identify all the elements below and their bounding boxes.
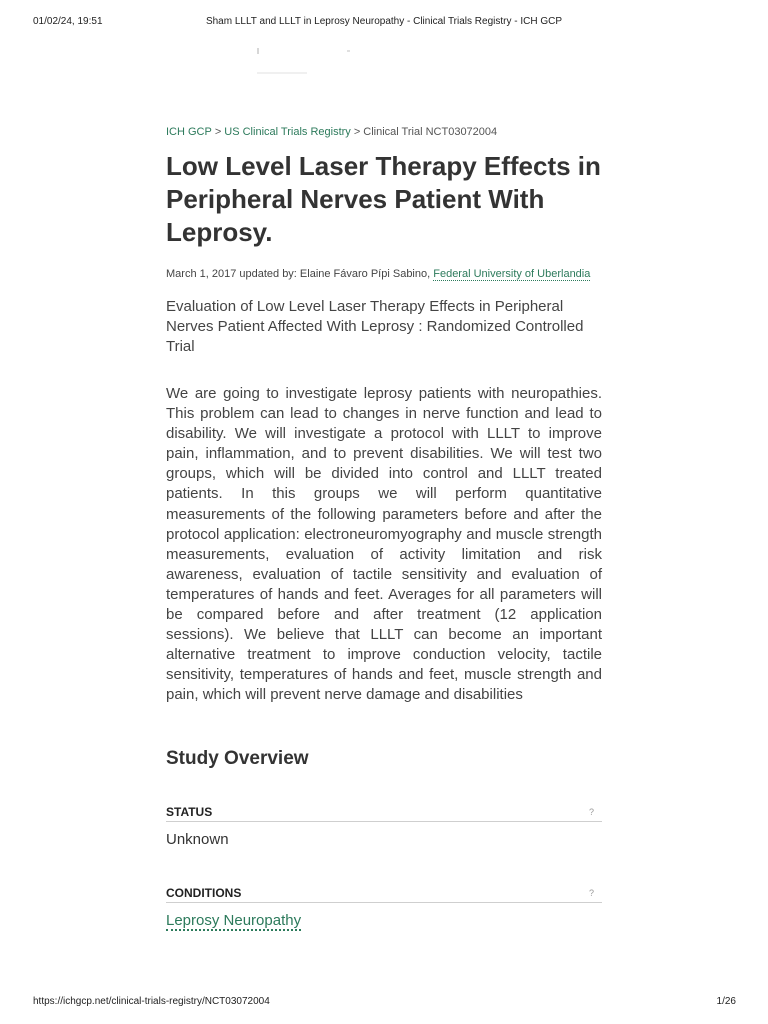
print-datetime: 01/02/24, 19:51 [33,16,103,27]
print-footer [0,996,768,1010]
breadcrumb-link-ich-gcp[interactable]: ICH GCP [166,126,212,138]
breadcrumb-link-registry[interactable]: US Clinical Trials Registry [224,126,351,138]
trial-meta [166,267,602,281]
status-value: Unknown [166,830,229,848]
conditions-value [166,912,602,930]
breadcrumb-separator: > [353,126,361,138]
print-header [0,16,768,30]
sponsor-link[interactable]: Federal University of Uberlandia [433,268,591,280]
conditions-field [166,886,602,930]
trial-summary: We are going to investigate leprosy patients with neuropathies. This problem can lead to changes in nerve function and lead to disability. We will investigate a protocol with LLLT to improve pain, inflammation, and to prevent disabilities. We will test two groups, which will be divided into control and LLLT treated patients. In this groups we will perform quantitative measurements of the following parameters before and after the protocol application: electroneuromyography and muscle strength measurements, evaluation of activity limitation and risk awareness, evaluation of tactile sensitivity and evaluation of temperatures of hands and feet. Averages for all parameters will be compared before and after treatment (12 application sessions). We believe that LLLT can become an important alternative treatment to improve conduction velocity, tactile sensitivity, temperatures of hands and feet, muscle strength and pain, which will prevent nerve damage and disabilities [166,385,602,704]
conditions-label [166,886,602,903]
help-icon[interactable]: ? [588,887,594,898]
print-page-title: Sham LLLT and LLLT in Leprosy Neuropathy - Clinical Trials Registry - ICH GCP [205,16,563,27]
status-field [166,805,602,849]
logo-fragment [257,72,307,74]
trial-meta-text: March 1, 2017 updated by: Elaine Fávaro Pípi Sabino, [166,268,431,280]
logo-fragment [257,48,259,54]
help-icon[interactable]: ? [588,806,594,817]
study-overview-heading: Study Overview [166,747,309,769]
status-label [166,805,602,822]
conditions-label-text: CONDITIONS [166,885,242,900]
condition-link[interactable]: Leprosy Neuropathy [166,911,302,929]
official-title: Evaluation of Low Level Laser Therapy Effects in Peripheral Nerves Patient Affected With Leprosy : Randomized Controlled Trial [166,298,584,355]
status-label-text: STATUS [166,804,213,819]
site-logo[interactable] [255,46,365,86]
main-content [166,124,602,930]
breadcrumb [166,124,602,140]
breadcrumb-current: Clinical Trial NCT03072004 [363,126,498,138]
logo-fragment [347,50,350,52]
print-page-number: 1/26 [716,996,736,1007]
breadcrumb-separator: > [214,126,222,138]
print-url: https://ichgcp.net/clinical-trials-registry/NCT03072004 [33,996,270,1007]
page-title: Low Level Laser Therapy Effects in Peripheral Nerves Patient With Leprosy. [166,151,601,247]
